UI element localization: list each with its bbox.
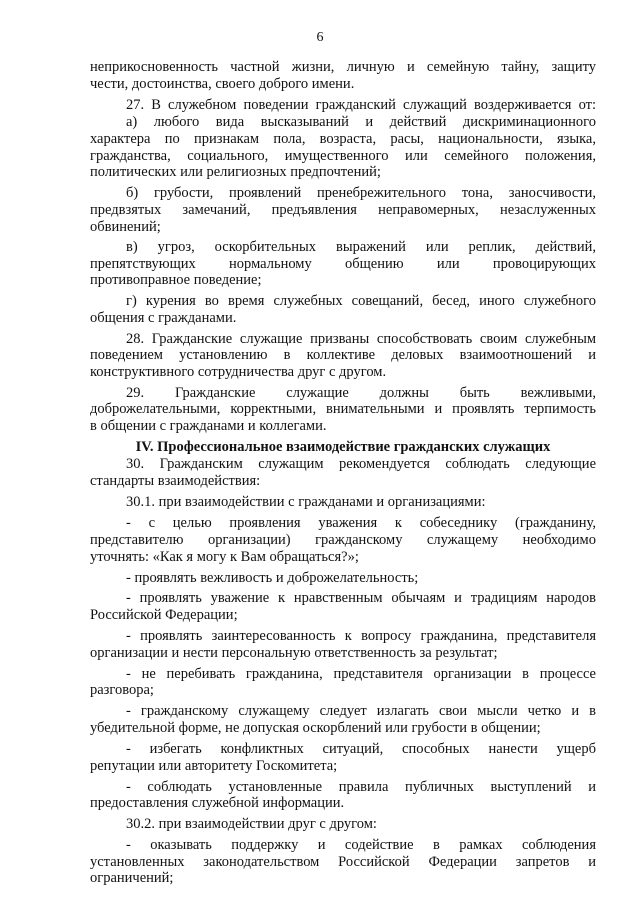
text-line: в) угроз, оскорбительных выражений или реплик, действий, xyxy=(126,239,596,255)
text-line: - соблюдать установленные правила публичных выступлений и xyxy=(126,779,596,795)
text-line: препятствующих нормальному общению или провоцирующих xyxy=(90,256,596,272)
text-line: обвинений; xyxy=(90,219,161,235)
text-line: 30.1. при взаимодействии с гражданами и организациями: xyxy=(126,494,486,510)
text-line: 30. Гражданским служащим рекомендуется соблюдать следующие xyxy=(126,456,596,472)
text-line: убедительной форме, не допуская оскорблений или грубости в общении; xyxy=(90,720,541,736)
text-line: уточнять: «Как я могу к Вам обращаться?»; xyxy=(90,549,359,565)
text-line: 30.2. при взаимодействии друг с другом: xyxy=(126,816,377,832)
text-line: чести, достоинства, своего доброго имени. xyxy=(90,76,355,92)
text-line: разговора; xyxy=(90,682,154,698)
text-line: г) курения во время служебных совещаний, бесед, иного служебного xyxy=(126,293,596,309)
text-line: доброжелательными, корректными, внимательными и проявлять терпимость xyxy=(90,401,596,417)
text-line: характера по признакам пола, возраста, расы, национальности, языка, xyxy=(90,131,596,147)
text-line: б) грубости, проявлений пренебрежительного тона, заносчивости, xyxy=(126,185,596,201)
text-line: конструктивного сотрудничества друг с другом. xyxy=(90,364,387,380)
text-line: неприкосновенность частной жизни, личную и семейную тайну, защиту xyxy=(90,59,596,75)
text-line: - проявлять уважение к нравственным обычаям и традициям народов xyxy=(126,590,596,606)
text-line: - не перебивать гражданина, представителя организации в процессе xyxy=(126,666,596,682)
text-line: общения с гражданами. xyxy=(90,310,237,326)
text-line: в общении с гражданами и коллегами. xyxy=(90,418,327,434)
text-line: стандарты взаимодействия: xyxy=(90,473,261,489)
text-line: 29. Гражданские служащие должны быть вежливыми, xyxy=(126,385,596,401)
text-line: политических или религиозных предпочтений; xyxy=(90,164,381,180)
text-line: противоправное поведение; xyxy=(90,272,262,288)
text-line: - избегать конфликтных ситуаций, способных нанести ущерб xyxy=(126,741,596,757)
text-line: - проявлять вежливость и доброжелательность; xyxy=(126,570,419,586)
text-line: - гражданскому служащему следует излагать свои мысли четко и в xyxy=(126,703,596,719)
text-line: - проявлять заинтересованность к вопросу гражданина, представителя xyxy=(126,628,596,644)
text-line: - с целью проявления уважения к собеседнику (гражданину, xyxy=(126,515,596,531)
text-line: 27. В служебном поведении гражданский служащий воздерживается от: xyxy=(126,97,596,113)
text-line: предвзятых замечаний, предъявления неправомерных, незаслуженных xyxy=(90,202,596,218)
text-line: предоставления служебной информации. xyxy=(90,795,345,811)
text-line: - оказывать поддержку и содействие в рамках соблюдения xyxy=(126,837,596,853)
text-line: Российской Федерации; xyxy=(90,607,238,623)
text-line: установленных законодательством Российской Федерации запретов и xyxy=(90,854,596,870)
text-line: репутации или авторитету Госкомитета; xyxy=(90,758,338,774)
text-line: 28. Гражданские служащие призваны способствовать своим служебным xyxy=(126,331,596,347)
text-line: представителю организации) гражданскому служащему необходимо xyxy=(90,532,596,548)
text-line: а) любого вида высказываний и действий дискриминационного xyxy=(126,114,596,130)
text-line: организации и нести персональную ответственность за результат; xyxy=(90,645,498,661)
section-heading: IV. Профессиональное взаимодействие гражданских служащих xyxy=(135,439,551,455)
text-line: ограничений; xyxy=(90,870,174,886)
text-line: поведением установлению в коллективе деловых взаимоотношений и xyxy=(90,347,596,363)
page-number: 6 xyxy=(316,30,324,45)
text-line: гражданства, социального, имущественного или семейного положения, xyxy=(90,148,596,164)
